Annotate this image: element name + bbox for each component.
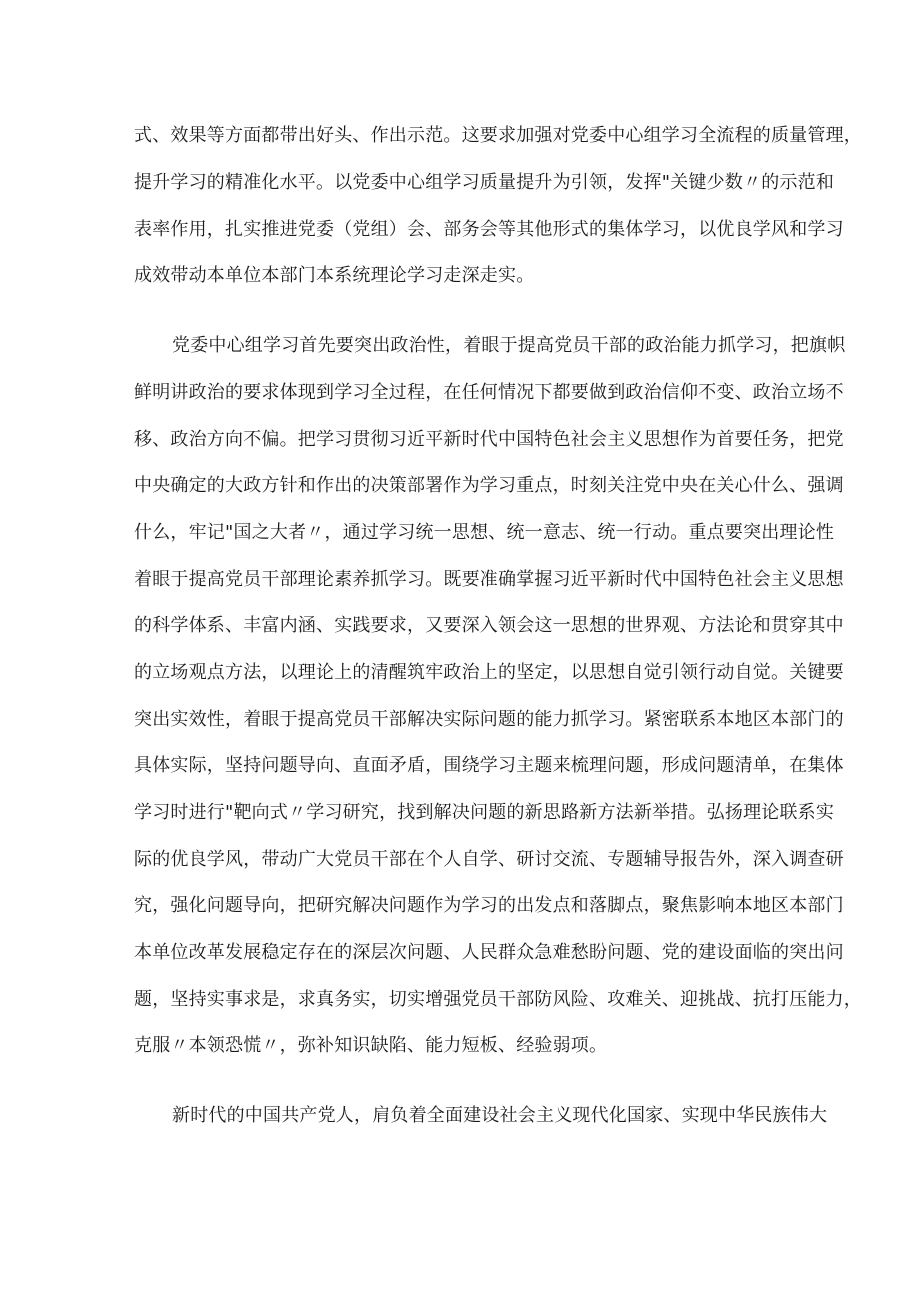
paragraph-line: 突出实效性，着眼于提高党员干部解决实际问题的能力抓学习。紧密联系本地区本部门的 bbox=[134, 709, 844, 730]
paragraph-line: 克服〃本领恐慌〃，弥补知识缺陷、能力短板、经验弱项。 bbox=[134, 1035, 608, 1056]
paragraph-line: 新时代的中国共产党人，肩负着全面建设社会主义现代化国家、实现中华民族伟大 bbox=[172, 1105, 828, 1126]
paragraph-line: 鲜明讲政治的要求体现到学习全过程，在任何情况下都要做到政治信仰不变、政治立场不 bbox=[134, 382, 844, 403]
paragraph-line: 表率作用，扎实推进党委（党组）会、部务会等其他形式的集体学习，以优良学风和学习 bbox=[134, 219, 844, 240]
paragraph-line: 的科学体系、丰富内涵、实践要求，又要深入领会这一思想的世界观、方法论和贯穿其中 bbox=[134, 615, 844, 636]
paragraph-line: 提升学习的精准化水平。以党委中心组学习质量提升为引领，发挥"关键少数〃的示范和 bbox=[134, 172, 835, 193]
paragraph-line: 中央确定的大政方针和作出的决策部署作为学习重点，时刻关注党中央在关心什么、强调 bbox=[134, 475, 844, 496]
paragraph-line: 着眼于提高党员干部理论素养抓学习。既要准确掌握习近平新时代中国特色社会主义思想 bbox=[134, 569, 844, 590]
paragraph-line: 具体实际，坚持问题导向、直面矛盾，围绕学习主题来梳理问题，形成问题清单，在集体 bbox=[134, 755, 844, 776]
paragraph-line: 际的优良学风，带动广大党员干部在个人自学、研讨交流、专题辅导报告外，深入调查研 bbox=[134, 849, 844, 870]
paragraph-line: 究，强化问题导向，把研究解决问题作为学习的出发点和落脚点，聚焦影响本地区本部门 bbox=[134, 895, 844, 916]
paragraph-line: 题，坚持实事求是，求真务实，切实增强党员干部防风险、攻难关、迎挑战、抗打压能力， bbox=[134, 989, 862, 1010]
paragraph-line: 本单位改革发展稳定存在的深层次问题、人民群众急难愁盼问题、党的建设面临的突出问 bbox=[134, 942, 844, 963]
paragraph-line: 党委中心组学习首先要突出政治性，着眼于提高党员干部的政治能力抓学习，把旗帜 bbox=[172, 335, 846, 356]
paragraph-line: 学习时进行"靶向式〃学习研究，找到解决问题的新思路新方法新举措。弘扬理论联系实 bbox=[134, 802, 835, 823]
paragraph-line: 什么，牢记"国之大者〃，通过学习统一思想、统一意志、统一行动。重点要突出理论性 bbox=[134, 522, 835, 543]
paragraph-line: 成效带动本单位本部门本系统理论学习走深走实。 bbox=[134, 265, 535, 286]
paragraph-line: 的立场观点方法，以理论上的清醒筑牢政治上的坚定，以思想自觉引领行动自觉。关键要 bbox=[134, 662, 844, 683]
paragraph-line: 移、政治方向不偏。把学习贯彻习近平新时代中国特色社会主义思想作为首要任务，把党 bbox=[134, 429, 844, 450]
paragraph-line: 式、效果等方面都带出好头、作出示范。这要求加强对党委中心组学习全流程的质量管理， bbox=[134, 125, 862, 146]
